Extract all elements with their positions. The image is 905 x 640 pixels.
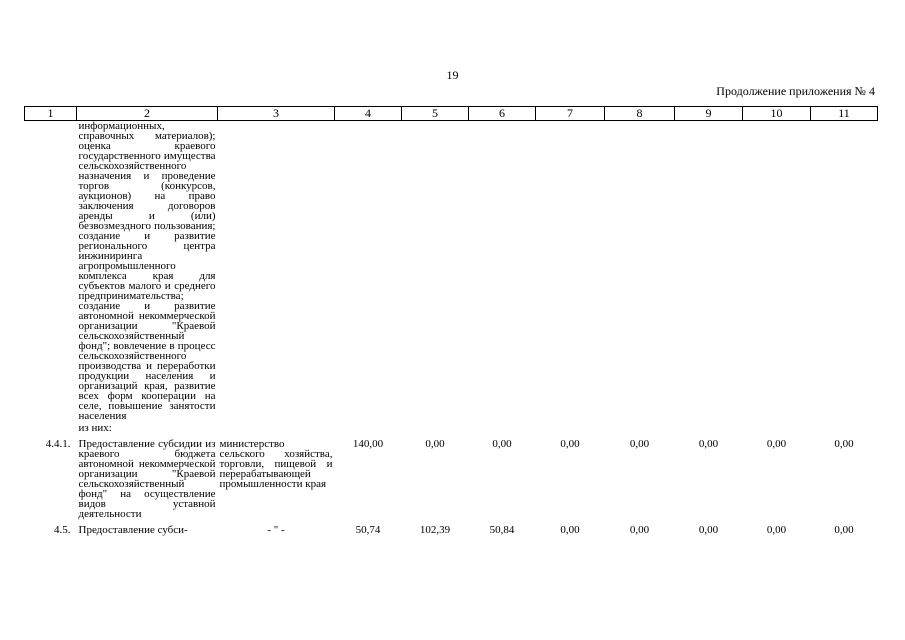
row-value: 50,74 bbox=[355, 524, 381, 536]
row-value: 0,00 bbox=[698, 524, 719, 536]
row-value: 0,00 bbox=[629, 438, 650, 450]
row-value: 0,00 bbox=[834, 438, 854, 450]
column-header: 9 bbox=[675, 107, 743, 121]
row-value: 0,00 bbox=[766, 524, 787, 536]
row-value: 0,00 bbox=[560, 438, 580, 450]
row-value: 0,00 bbox=[834, 524, 854, 536]
row-value: 140,00 bbox=[352, 438, 384, 450]
row-description: Предоставление субсидии из краевого бюджета автономной некоммерческой организации "Краевой сельскохозяйственный фонд" на осуществление видов уставной деятельности bbox=[78, 438, 216, 520]
column-header: 3 bbox=[218, 107, 335, 121]
column-header: 5 bbox=[402, 107, 469, 121]
table-row-4-5 bbox=[25, 519, 878, 535]
column-header: 4 bbox=[335, 107, 402, 121]
row-value: 0,00 bbox=[766, 438, 787, 450]
row-number: 4.4.1. bbox=[45, 438, 71, 450]
column-header-row bbox=[25, 107, 878, 121]
row-value: 102,39 bbox=[419, 524, 451, 536]
row-value: 0,00 bbox=[629, 524, 650, 536]
column-header: 11 bbox=[811, 107, 878, 121]
appendix-table bbox=[24, 106, 878, 535]
row-description: информационных, справочных материалов); оценка краевого государственного имущества сельскохозяйственного назначения и проведение торгов (конкурсов, аукционов) на право заключения договоров аренды и (или) безвозмездного пользования; создание и развитие регионального центра инжиниринга агропромышленного комплекса края для субъектов малого и среднего предпринимательства; создание и развитие автономной некоммерческой организации "Краевой сельскохозяйственный фонд"; вовлечение в процесс сельскохозяйственного производства и переработки продукции населения и организаций края, развитие всех форм кооперации на селе, повышение занятости населения bbox=[78, 120, 216, 422]
column-header: 8 bbox=[605, 107, 675, 121]
row-number: 4.5. bbox=[54, 524, 71, 536]
table-row-of-which bbox=[25, 421, 878, 433]
column-header: 7 bbox=[536, 107, 605, 121]
row-value: 0,00 bbox=[698, 438, 719, 450]
row-executor: - " - bbox=[267, 524, 285, 536]
row-executor: министерство сельского хозяйства, торговли, пищевой и перерабатывающей промышленности края bbox=[219, 438, 333, 490]
continuation-label: Продолжение приложения № 4 bbox=[716, 84, 875, 98]
table-row-intro bbox=[25, 121, 878, 422]
row-description: Предоставление субси- bbox=[78, 524, 188, 536]
row-value: 50,84 bbox=[489, 524, 515, 536]
column-header: 1 bbox=[25, 107, 77, 121]
row-number-cell bbox=[25, 121, 77, 422]
of-which-label: из них: bbox=[78, 422, 112, 434]
table-row-4-4-1 bbox=[25, 433, 878, 519]
column-header: 10 bbox=[743, 107, 811, 121]
column-header: 6 bbox=[469, 107, 536, 121]
column-header: 2 bbox=[77, 107, 218, 121]
row-value: 0,00 bbox=[425, 438, 445, 450]
page-number: 19 bbox=[446, 68, 459, 82]
row-value: 0,00 bbox=[492, 438, 512, 450]
row-value: 0,00 bbox=[560, 524, 580, 536]
